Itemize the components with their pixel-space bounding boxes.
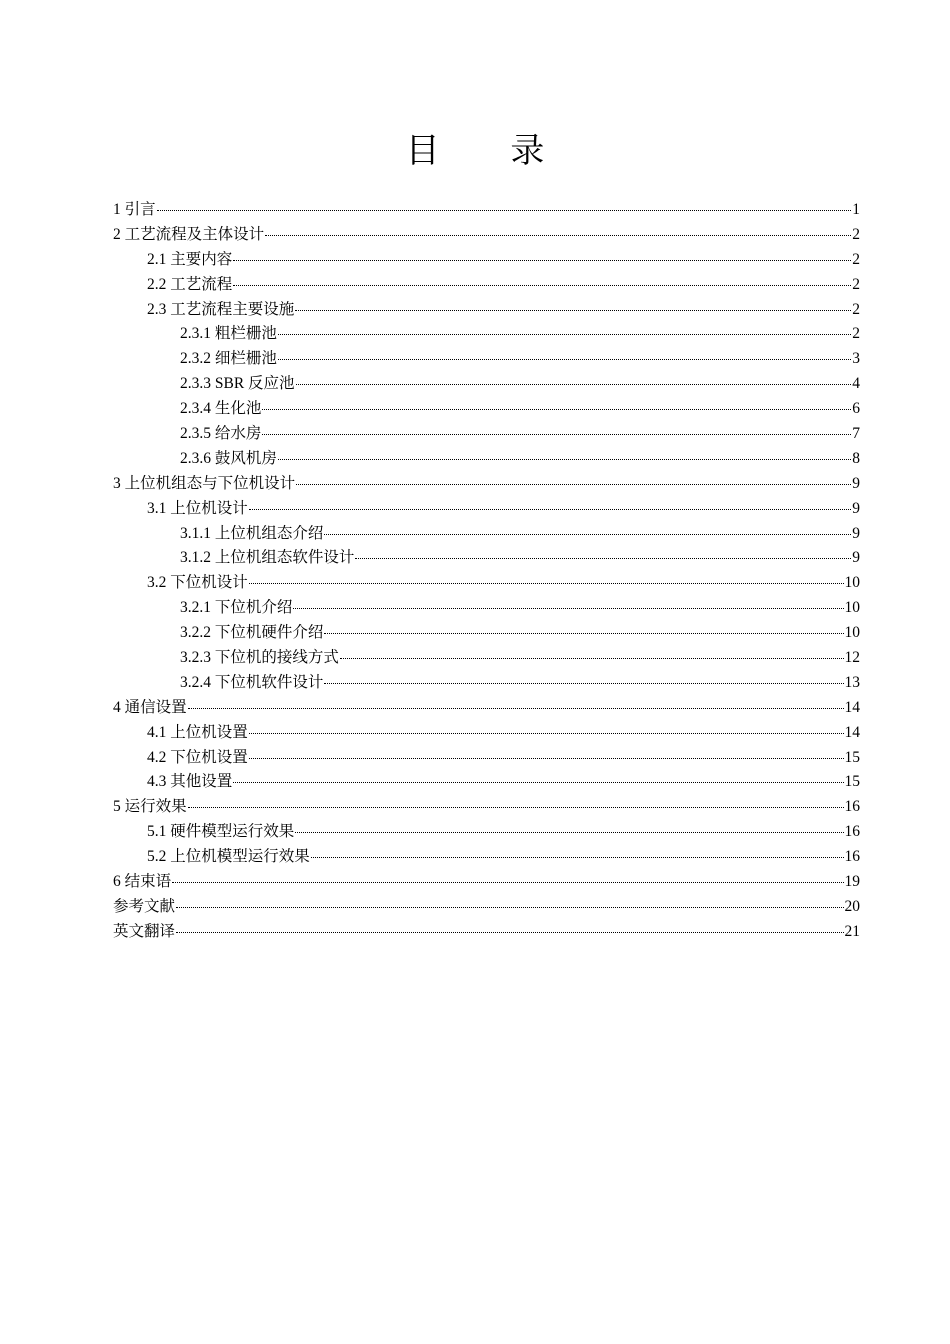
toc-entry[interactable] — [113, 696, 860, 721]
toc-entry-page-number: 13 — [844, 673, 860, 691]
toc-dot-leader — [172, 882, 843, 883]
toc-dot-leader — [233, 782, 843, 783]
toc-entry-page-number: 10 — [844, 574, 860, 592]
toc-entry-page-number: 3 — [852, 350, 860, 368]
toc-entry-label: 3.2.1 下位机介绍 — [180, 599, 293, 617]
toc-entry[interactable] — [113, 223, 860, 248]
toc-entry-page-number: 2 — [852, 250, 860, 268]
toc-entry-page-number: 21 — [844, 922, 860, 940]
toc-entry[interactable] — [113, 397, 860, 422]
toc-entry-page-number: 10 — [844, 599, 860, 617]
toc-entry[interactable] — [113, 845, 860, 870]
toc-entry-page-number: 19 — [844, 873, 860, 891]
toc-entry[interactable] — [113, 472, 860, 497]
toc-entry[interactable] — [113, 422, 860, 447]
toc-entry-page-number: 14 — [844, 698, 860, 716]
toc-dot-leader — [278, 334, 851, 335]
toc-entry-label: 3.2 下位机设计 — [147, 574, 248, 592]
toc-entry[interactable] — [113, 372, 860, 397]
toc-entry-label: 2.3.3 SBR 反应池 — [180, 375, 295, 393]
toc-entry[interactable] — [113, 298, 860, 323]
toc-dot-leader — [233, 260, 851, 261]
toc-entry-page-number: 1 — [852, 201, 860, 218]
toc-entry-page-number: 2 — [852, 300, 860, 318]
toc-entry[interactable] — [113, 671, 860, 696]
toc-entry-page-number: 8 — [852, 449, 860, 467]
toc-dot-leader — [249, 509, 851, 510]
toc-dot-leader — [249, 733, 844, 734]
toc-dot-leader — [157, 210, 852, 211]
toc-entry-page-number: 15 — [844, 773, 860, 791]
toc-entry-page-number: 10 — [844, 624, 860, 642]
toc-entry-page-number: 9 — [852, 499, 860, 517]
toc-entry[interactable] — [113, 571, 860, 596]
toc-entry-label: 5.1 硬件模型运行效果 — [147, 823, 295, 841]
toc-dot-leader — [188, 708, 844, 709]
toc-dot-leader — [296, 484, 851, 485]
toc-dot-leader — [176, 907, 843, 908]
toc-entry-page-number: 16 — [844, 823, 860, 841]
toc-dot-leader — [293, 608, 843, 609]
toc-entry-label: 4 通信设置 — [113, 698, 187, 716]
toc-entry[interactable] — [113, 920, 860, 945]
toc-entry-page-number: 16 — [844, 798, 860, 816]
toc-entry[interactable] — [113, 273, 860, 298]
toc-entry-label: 3 上位机组态与下位机设计 — [113, 474, 296, 492]
toc-entry[interactable] — [113, 497, 860, 522]
toc-entry[interactable] — [113, 248, 860, 273]
toc-entry-page-number: 16 — [844, 848, 860, 866]
toc-entry-label: 英文翻译 — [113, 922, 176, 940]
toc-entry-label: 2.3.2 细栏栅池 — [180, 350, 277, 368]
toc-entry-label: 4.2 下位机设置 — [147, 748, 248, 766]
toc-entry[interactable] — [113, 621, 860, 646]
toc-entry-label: 1 引言 — [113, 201, 156, 218]
toc-entry[interactable] — [113, 870, 860, 895]
toc-entry[interactable] — [113, 198, 860, 223]
toc-entry-label: 2 工艺流程及主体设计 — [113, 225, 265, 243]
toc-entry[interactable] — [113, 522, 860, 547]
toc-dot-leader — [295, 832, 843, 833]
table-of-contents — [113, 198, 860, 945]
toc-entry[interactable] — [113, 347, 860, 372]
toc-entry[interactable] — [113, 646, 860, 671]
toc-entry-label: 3.1.1 上位机组态介绍 — [180, 524, 324, 542]
toc-entry[interactable] — [113, 895, 860, 920]
toc-dot-leader — [340, 658, 844, 659]
toc-entry[interactable] — [113, 546, 860, 571]
toc-dot-leader — [249, 583, 844, 584]
toc-dot-leader — [295, 310, 851, 311]
toc-entry-label: 2.3 工艺流程主要设施 — [147, 300, 295, 318]
toc-entry-label: 2.2 工艺流程 — [147, 275, 233, 293]
toc-dot-leader — [262, 434, 851, 435]
toc-dot-leader — [311, 857, 844, 858]
toc-entry[interactable] — [113, 596, 860, 621]
toc-entry-label: 3.2.4 下位机软件设计 — [180, 673, 324, 691]
toc-entry-page-number: 2 — [852, 225, 860, 243]
toc-dot-leader — [296, 384, 852, 385]
toc-entry[interactable] — [113, 721, 860, 746]
toc-entry-label: 5 运行效果 — [113, 798, 187, 816]
toc-dot-leader — [278, 459, 851, 460]
toc-dot-leader — [324, 683, 843, 684]
toc-entry-label: 2.3.5 给水房 — [180, 425, 262, 443]
toc-entry-label: 参考文献 — [113, 897, 176, 915]
toc-entry-page-number: 6 — [852, 400, 860, 418]
toc-entry[interactable] — [113, 820, 860, 845]
toc-entry[interactable] — [113, 770, 860, 795]
toc-entry-page-number: 2 — [852, 325, 860, 343]
toc-entry-label: 6 结束语 — [113, 873, 172, 891]
toc-entry-label: 2.3.6 鼓风机房 — [180, 449, 277, 467]
toc-entry-label: 3.1.2 上位机组态软件设计 — [180, 549, 355, 567]
toc-entry-page-number: 2 — [852, 275, 860, 293]
toc-entry[interactable] — [113, 746, 860, 771]
toc-entry-label: 4.1 上位机设置 — [147, 723, 248, 741]
toc-entry-label: 5.2 上位机模型运行效果 — [147, 848, 310, 866]
page-title: 目 录 — [405, 130, 575, 171]
toc-entry-page-number: 14 — [844, 723, 860, 741]
toc-entry-label: 2.3.1 粗栏栅池 — [180, 325, 277, 343]
toc-dot-leader — [355, 558, 851, 559]
toc-dot-leader — [324, 534, 851, 535]
toc-entry-label: 4.3 其他设置 — [147, 773, 233, 791]
toc-dot-leader — [265, 235, 851, 236]
toc-entry-page-number: 9 — [852, 524, 860, 542]
toc-dot-leader — [249, 758, 844, 759]
toc-entry-page-number: 9 — [852, 549, 860, 567]
toc-entry-label: 2.1 主要内容 — [147, 250, 233, 268]
toc-entry[interactable] — [113, 447, 860, 472]
toc-entry-page-number: 7 — [852, 425, 860, 443]
toc-entry-label: 3.1 上位机设计 — [147, 499, 248, 517]
toc-entry-page-number: 4 — [852, 375, 860, 393]
toc-dot-leader — [262, 409, 851, 410]
toc-entry-label: 3.2.3 下位机的接线方式 — [180, 649, 339, 667]
toc-entry-page-number: 15 — [844, 748, 860, 766]
toc-dot-leader — [176, 932, 843, 933]
toc-dot-leader — [233, 285, 851, 286]
toc-dot-leader — [188, 807, 844, 808]
toc-dot-leader — [278, 359, 851, 360]
toc-entry-page-number: 9 — [852, 474, 860, 492]
toc-entry[interactable] — [113, 795, 860, 820]
toc-entry-page-number: 12 — [844, 649, 860, 667]
toc-entry-page-number: 20 — [844, 897, 860, 915]
toc-entry[interactable] — [113, 322, 860, 347]
toc-entry-label: 3.2.2 下位机硬件介绍 — [180, 624, 324, 642]
toc-entry-label: 2.3.4 生化池 — [180, 400, 262, 418]
toc-dot-leader — [324, 633, 843, 634]
